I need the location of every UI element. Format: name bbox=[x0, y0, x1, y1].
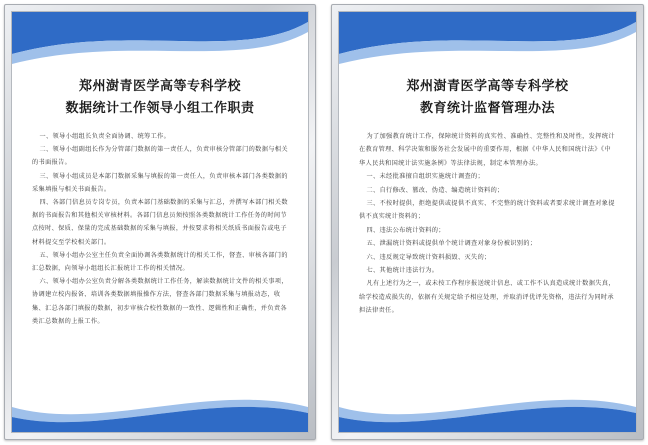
paragraph: 三、不按时提供，拒绝提供或提供不真实、不完整的统计资料或者要求统计调查对象提供不真实统计资料的； bbox=[359, 200, 615, 221]
paragraph: 五、泄漏统计资料或提供单个统计调查对象身份被识别的； bbox=[366, 240, 537, 248]
paragraph: 二、自行修改、篡改、伪造、编造统计资料的； bbox=[366, 186, 504, 194]
paragraph: 一、领导小组组长负责全面协调、统筹工作。 bbox=[39, 133, 171, 140]
paragraph: 三、领导小组成员是本部门数据采集与填报的第一责任人，负责审核本部门各类数据的采集填报与相关书面报告。 bbox=[32, 172, 288, 193]
paragraph: 一、未经批准擅自组织实施统计调查的； bbox=[366, 173, 485, 181]
board-panel-right bbox=[338, 11, 637, 433]
paragraph: 六、领导小组办公室负责分解各类数据统计工作任务，解读数据统计文件的相关事项，协调建立校内报备、培训各类数据填报操作方法，督查各部门数据采集与填报动态，收集、汇总各部门填报的数据，初步审核合校性数据的一致性、逻辑性和正确性，并负责各类汇总数据的上报工作。 bbox=[32, 278, 288, 325]
bottom-wave-decoration bbox=[12, 377, 308, 432]
top-wave-decoration bbox=[339, 12, 636, 72]
paragraph: 为了加强教育统计工作，保障统计资料的真实性、准确性、完整性和及时性，发挥统计在教育管理、科学决策和服务社会发展中的重要作用，根据《中华人民和国统计法》《中华人民共和国统计法实施条例》等法律法规，制定本管理办法。 bbox=[359, 133, 615, 167]
paragraph: 五、领导小组办公室主任负责全面协调各类数据统计的相关工作，督查、审核各部门的汇总数据，向领导小组组长汇报统计工作的相关情况。 bbox=[32, 251, 288, 273]
notice-board-right bbox=[331, 4, 644, 440]
paragraph: 四、各部门信息员专岗专员，负责本部门基础数据的采集与汇总，并撰写本部门相关数据的书面报告和其他相关审核材料。各部门信息员须按照各类数据统计工作任务的时间节点按时、保质、保量的完成基础数据的采集与填报，并按要求将相关纸质书面报告或电子材料提交至学校相关部门。 bbox=[32, 199, 288, 246]
paragraph: 四、违法公布统计资料的； bbox=[366, 226, 445, 234]
top-wave-decoration bbox=[12, 12, 308, 72]
school-title-left: 郑州澍青医学高等专科学校 bbox=[78, 79, 241, 94]
bottom-wave-decoration bbox=[339, 377, 636, 432]
school-title-right: 郑州澍青医学高等专科学校 bbox=[406, 79, 569, 94]
document-content-left bbox=[12, 68, 308, 382]
board-panel-left bbox=[11, 11, 309, 433]
notice-board-left bbox=[4, 4, 316, 440]
document-body-left bbox=[32, 130, 288, 328]
document-body-right bbox=[359, 130, 616, 318]
paragraph: 二、领导小组副组长作为分管部门数据的第一责任人，负责审核分管部门的数据与相关的书面报告。 bbox=[32, 146, 288, 167]
document-title-right: 教育统计监督管理办法 bbox=[419, 101, 555, 116]
document-content-right bbox=[339, 68, 636, 382]
document-title-left: 数据统计工作领导小组工作职责 bbox=[65, 101, 255, 116]
paragraph: 七、其他统计违法行为。 bbox=[366, 267, 439, 275]
paragraph: 六、违反规定导致统计资料损毁、灭失的； bbox=[366, 253, 491, 261]
paragraph: 凡有上述行为之一，或未按工作程序报送统计信息、或工作不认真造成统计数据失真，给学校造成损失的，依据有关规定给予相应处理，并取消评优评先资格，违法行为同时承担法律责任。 bbox=[359, 280, 615, 315]
